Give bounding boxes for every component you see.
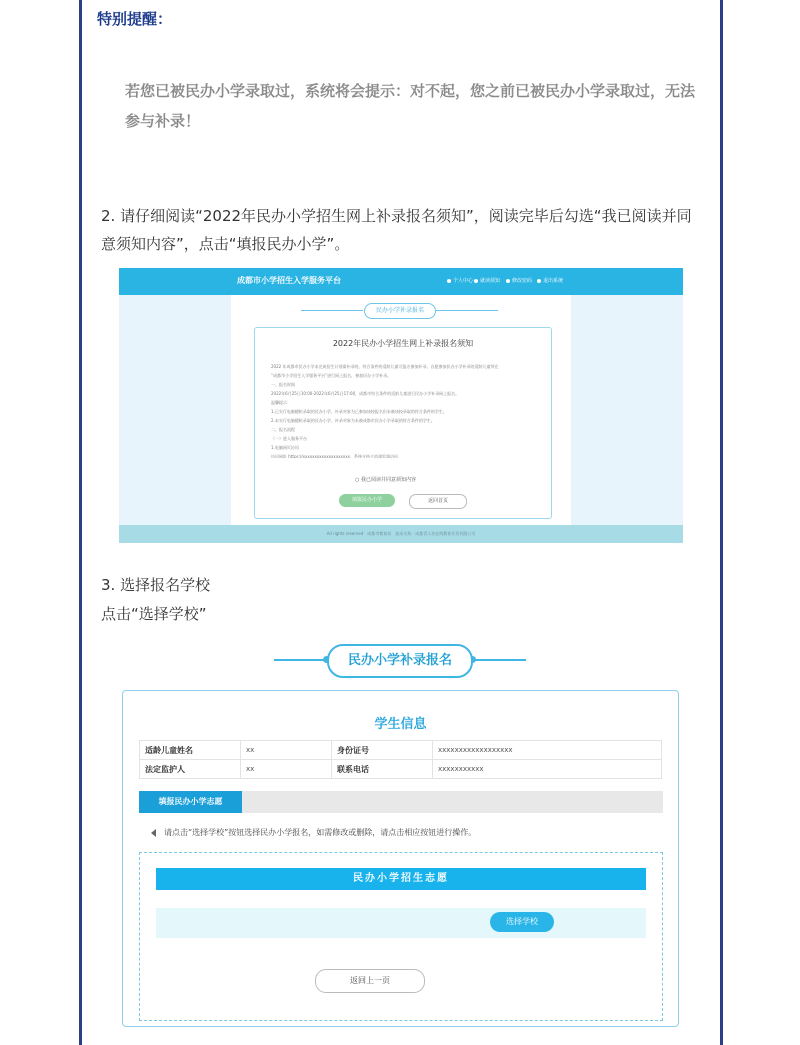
screenshot-application-page [119, 640, 683, 1045]
step-2-text: 2. 请仔细阅读“2022年民办小学招生网上补录报名须知”，阅读完毕后勾选“我已阅读并同意须知内容”，点击“填报民办小学”。 [101, 207, 692, 253]
logout-icon [537, 279, 541, 283]
document-icon [474, 279, 478, 283]
choose-school-button[interactable]: 选择学校 [490, 912, 554, 932]
frame-right-border [720, 0, 723, 1045]
school-choice-panel [139, 852, 663, 1021]
doc-line: 1.电脑网页访问 [271, 445, 299, 450]
child-name-label: 适龄儿童姓名 [140, 741, 241, 760]
nav-change-password[interactable]: 修改密码 [506, 277, 532, 284]
hint-text: 请点击“选择学校”按钮选择民办小学报名，如需修改或删除，请点击相应按钮进行操作。 [151, 827, 476, 838]
page-label: 民办小学补录报名 [364, 303, 436, 319]
notice-body: 若您已被民办小学录取过，系统将会提示：对不起，您之前已被民办小学录取过，无法参与补录！ [125, 82, 696, 130]
tab-bar [139, 791, 663, 813]
table-row [140, 760, 662, 779]
site-logo: 成都市小学招生入学服务平台 [237, 276, 341, 285]
doc-line: 1.已实行电脑随机录取的民办小学，补录对象为已参加该校报名但未被该校录取的符合条件的学生。 [271, 409, 447, 414]
doc-line: 2022 年成都市民办小学未完成招生计划需补录的，符合条件的适龄儿童可报名参加补录。自愿参加民办小学补录的适龄儿童须在 [271, 364, 499, 369]
doc-line: 温馨提示： [271, 400, 291, 405]
document-title: 2022年民办小学招生网上补录报名须知 [332, 339, 474, 348]
doc-line: “成都市小学招生入学服务平台”进行网上报名，参加民办小学补录。 [271, 373, 392, 378]
doc-line: 访问网址 https://xxxxxxxxxxxxxxxxxxxx，系统支持主流浏览器访问 [271, 454, 398, 458]
doc-line: 一、报名时间 [271, 382, 295, 387]
frame-left-border [79, 0, 82, 1045]
phone-label: 联系电话 [332, 760, 433, 779]
notice-title: 特别提醒： [97, 10, 173, 28]
back-home-button[interactable]: 返回首页 [409, 494, 467, 509]
site-header [119, 268, 683, 295]
nav-logout[interactable]: 退出系统 [537, 277, 563, 284]
section-title: 学生信息 [374, 717, 427, 732]
site-footer: All rights reserved：成都市教育局 技术支持：成都青人坊在线教育开发有限公司 [119, 525, 683, 543]
choice-row [156, 908, 646, 938]
phone-value: xxxxxxxxxxx [433, 760, 662, 779]
screenshot-notice-page [119, 268, 683, 543]
step-3-instruction: 点击“选择学校” [101, 605, 207, 623]
divider-right [436, 310, 498, 311]
doc-line: （一）进入服务平台 [271, 436, 307, 441]
tab-fill-private-school[interactable]: 填报民办小学志愿 [139, 791, 242, 813]
doc-line: 2022年6月25日10:00-2022年6月25日17:00，成都市符合条件的适龄儿童进行民办小学补录网上报名。 [271, 391, 460, 396]
divider-left [274, 659, 327, 661]
page-label: 民办小学补录报名 [327, 644, 473, 678]
radio-circle-icon: ○ [355, 477, 361, 483]
user-icon [447, 279, 451, 283]
notice-document [254, 327, 552, 519]
fill-private-school-button[interactable]: 填报民办小学 [339, 494, 395, 507]
agree-checkbox[interactable] [355, 476, 416, 483]
table-row [140, 741, 662, 760]
nav-notice[interactable]: 就读须知 [474, 277, 500, 284]
id-number-label: 身份证号 [332, 741, 433, 760]
lock-icon [506, 279, 510, 283]
choice-bar-title: 民办小学招生志愿 [156, 868, 646, 890]
student-info-table [139, 740, 662, 779]
back-previous-button[interactable]: 返回上一页 [315, 969, 425, 993]
application-form [122, 690, 679, 1027]
speaker-icon [151, 829, 156, 837]
step-3-title: 3. 选择报名学校 [101, 576, 211, 594]
divider-right [471, 659, 526, 661]
doc-line: 2.未实行电脑随机录取的民办小学，补录对象为未被成都市民办小学录取的符合条件的学生。 [271, 418, 435, 423]
guardian-value: xx [241, 760, 332, 779]
child-name-value: xx [241, 741, 332, 760]
divider-left [301, 310, 363, 311]
id-number-value: xxxxxxxxxxxxxxxxxx [433, 741, 662, 760]
guardian-label: 法定监护人 [140, 760, 241, 779]
agree-label: 我已阅读并同意须知内容 [360, 477, 416, 483]
doc-line: 二、报名流程 [271, 427, 295, 432]
nav-personal-center[interactable]: 个人中心 [447, 277, 473, 284]
